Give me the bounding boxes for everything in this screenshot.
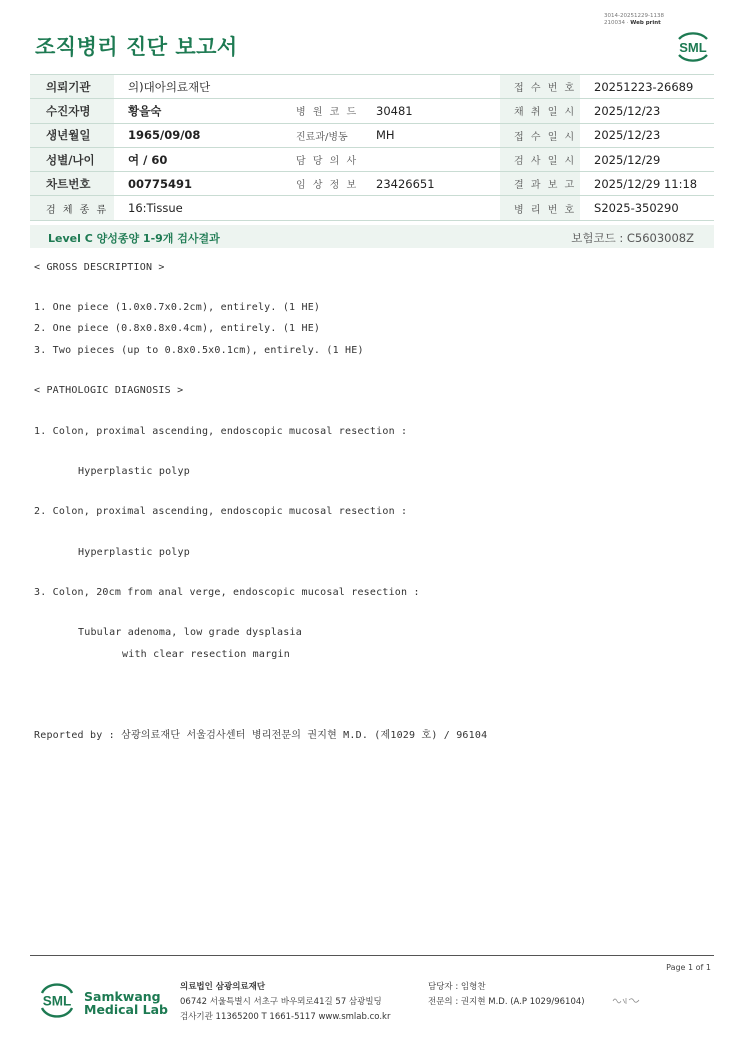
value-department: MH	[362, 123, 500, 147]
print-code-line2: 210034 · Web print	[604, 20, 661, 26]
label-requesting-org: 의뢰기관	[30, 75, 114, 99]
svg-text:SML: SML	[679, 40, 707, 55]
value-hospital-code: 30481	[362, 99, 500, 123]
value-collection-date: 2025/12/23	[580, 99, 714, 123]
label-accession-no: 접 수 번 호	[500, 75, 580, 99]
insurance-code: 보험코드 : C5603008Z	[571, 231, 694, 245]
specialist: 전문의 : 권지현 M.D. (A.P 1029/96104)	[428, 997, 585, 1007]
info-row	[30, 196, 714, 220]
test-level-title: Level C 양성종양 1-9개 검사결과	[48, 232, 220, 245]
info-row	[30, 147, 714, 171]
sml-logo-footer	[37, 980, 77, 1018]
label-test-date: 검 사 일 시	[500, 147, 580, 171]
label-chart-no: 차트번호	[30, 172, 114, 196]
diagnosis-result-detail: with clear resection margin	[122, 649, 290, 660]
label-clinical-info: 임 상 정 보	[280, 172, 362, 196]
pathologic-diagnosis-header: < PATHOLOGIC DIAGNOSIS >	[34, 385, 184, 396]
label-collection-date: 채 취 일 시	[500, 99, 580, 123]
value-result-report: 2025/12/29 11:18	[580, 172, 714, 196]
value-patient-name: 황을숙	[114, 99, 280, 123]
value-requesting-org: 의)대아의료재단	[114, 75, 500, 99]
value-birth-date: 1965/09/08	[114, 123, 280, 147]
value-accession-no: 20251223-26689	[580, 75, 714, 99]
value-specimen-type: 16:Tissue	[114, 196, 500, 220]
corporation-contact: 검사기관 11365200 T 1661-5117 www.smlab.co.kr	[180, 1012, 391, 1022]
info-row	[30, 123, 714, 147]
test-level-bar	[30, 225, 714, 248]
label-patient-name: 수진자명	[30, 99, 114, 123]
label-hospital-code: 병 원 코 드	[280, 99, 362, 123]
page-title: 조직병리 진단 보고서	[35, 35, 238, 59]
gross-item: 1. One piece (1.0x0.7x0.2cm), entirely. (1 HE)	[34, 302, 321, 313]
label-receipt-date: 접 수 일 시	[500, 123, 580, 147]
diagnosis-result: Hyperplastic polyp	[78, 466, 190, 477]
value-physician	[362, 147, 500, 171]
info-row	[30, 75, 714, 99]
diagnosis-site: 1. Colon, proximal ascending, endoscopic mucosal resection :	[34, 426, 408, 437]
label-birth-date: 생년월일	[30, 123, 114, 147]
staff-in-charge: 담당자 : 임형찬	[428, 982, 486, 992]
label-result-report: 결 과 보 고	[500, 172, 580, 196]
corporation-info	[180, 980, 390, 1025]
corporation-name: 의료법인 삼광의료재단	[180, 982, 266, 992]
info-row	[30, 172, 714, 196]
sml-logo	[672, 26, 714, 64]
page-number: Page 1 of 1	[666, 963, 711, 972]
staff-info	[428, 980, 585, 1010]
label-physician: 담 당 의 사	[280, 147, 362, 171]
value-sex-age: 여 / 60	[114, 147, 280, 171]
info-row	[30, 99, 714, 123]
diagnosis-result: Hyperplastic polyp	[78, 547, 190, 558]
label-department: 진료과/병동	[280, 123, 362, 147]
svg-text:SML: SML	[42, 993, 72, 1009]
gross-description-header: < GROSS DESCRIPTION >	[34, 262, 165, 273]
diagnosis-site: 2. Colon, proximal ascending, endoscopic mucosal resection :	[34, 506, 408, 517]
reported-by: Reported by : 삼광의료재단 서울검사센터 병리전문의 권지현 M.D. (제1029 호) / 96104	[34, 730, 488, 741]
label-specimen-type: 검 체 종 류	[30, 196, 114, 220]
print-code-line1: 3014-20251229-1138	[604, 13, 664, 19]
gross-item: 3. Two pieces (up to 0.8x0.5x0.1cm), entirely. (1 HE)	[34, 345, 364, 356]
value-clinical-info: 23426651	[362, 172, 500, 196]
patient-info-table	[30, 74, 714, 221]
label-sex-age: 성별/나이	[30, 147, 114, 171]
specialist-signature	[612, 996, 642, 1006]
value-pathology-no: S2025-350290	[580, 196, 714, 220]
value-test-date: 2025/12/29	[580, 147, 714, 171]
label-pathology-no: 병 리 번 호	[500, 196, 580, 220]
diagnosis-result: Tubular adenoma, low grade dysplasia	[78, 627, 302, 638]
print-code	[604, 13, 664, 27]
web-print-label: Web print	[630, 20, 661, 26]
diagnosis-site: 3. Colon, 20cm from anal verge, endoscopic mucosal resection :	[34, 587, 420, 598]
value-chart-no: 00775491	[114, 172, 280, 196]
value-receipt-date: 2025/12/23	[580, 123, 714, 147]
lab-name: Samkwang Medical Lab	[84, 989, 168, 1017]
corporation-address: 06742 서울특별시 서초구 바우뫼로41길 57 삼광빌딩	[180, 997, 382, 1007]
gross-item: 2. One piece (0.8x0.8x0.4cm), entirely. (1 HE)	[34, 323, 321, 334]
footer-divider	[30, 955, 714, 956]
